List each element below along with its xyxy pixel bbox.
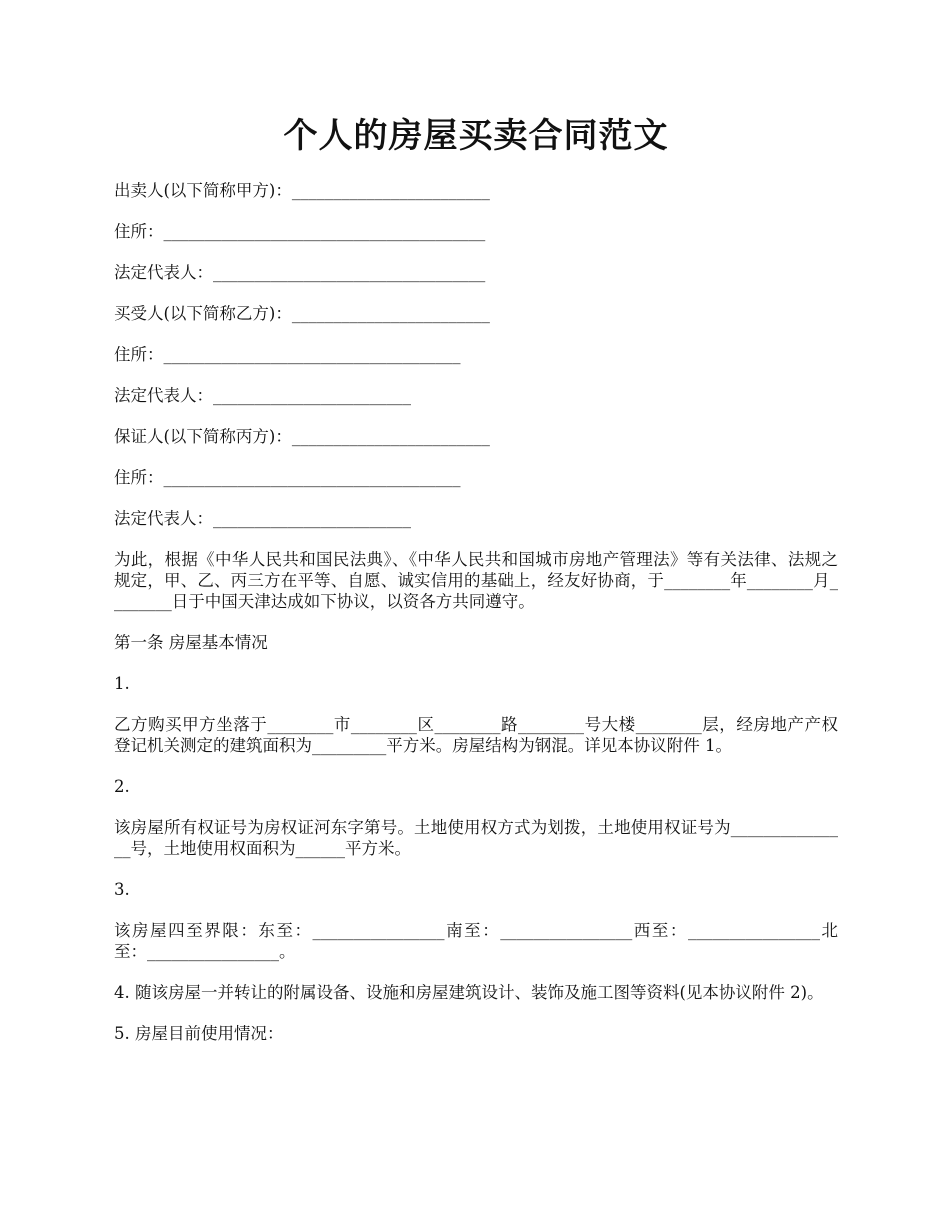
item-2-number: 2. (114, 777, 130, 796)
seller-representative-line: 法定代表人：_________________________________ (114, 263, 486, 282)
seller-line: 出卖人(以下简称甲方)：________________________ (114, 181, 490, 200)
item-4-paragraph: 4. 随该房屋一并转让的附属设备、设施和房屋建筑设计、装饰及施工图等资料(见本协议附件 2)。 (114, 983, 824, 1002)
buyer-line: 买受人(以下简称乙方)：________________________ (114, 304, 490, 323)
guarantor-address-line: 住所：____________________________________ (114, 468, 461, 487)
item-5-paragraph: 5. 房屋目前使用情况： (114, 1024, 284, 1043)
buyer-representative-line: 法定代表人：________________________ (114, 386, 411, 405)
item-3-paragraph: 该房屋四至界限：东至：________________南至：________________西至：________________北至：________________。 (114, 921, 838, 961)
guarantor-representative-line: 法定代表人：________________________ (114, 509, 411, 528)
item-1-paragraph: 乙方购买甲方坐落于________市________区________路________号大楼________层，经房地产产权登记机关测定的建筑面积为_________平方米。房屋结构为钢混。详见本协议附件 1。 (114, 715, 838, 755)
item-2-paragraph: 该房屋所有权证号为房权证河东字第号。土地使用权方式为划拨，土地使用权证号为_______________号，土地使用权面积为______平方米。 (114, 818, 838, 858)
item-3-number: 3. (114, 880, 130, 899)
item-1-number: 1. (114, 674, 130, 693)
article-1-heading: 第一条 房屋基本情况 (114, 633, 268, 652)
buyer-address-line: 住所：____________________________________ (114, 345, 461, 364)
guarantor-line: 保证人(以下简称丙方)：________________________ (114, 427, 490, 446)
seller-address-line: 住所：_______________________________________ (114, 222, 486, 241)
document-title: 个人的房屋买卖合同范文 (283, 116, 669, 156)
preamble-paragraph: 为此，根据《中华人民共和国民法典》、《中华人民共和国城市房地产管理法》等有关法律、法规之规定，甲、乙、丙三方在平等、自愿、诚实信用的基础上，经友好协商，于________年________月________日于中国天津达成如下协议，以资各方共同遵守。 (114, 550, 838, 611)
